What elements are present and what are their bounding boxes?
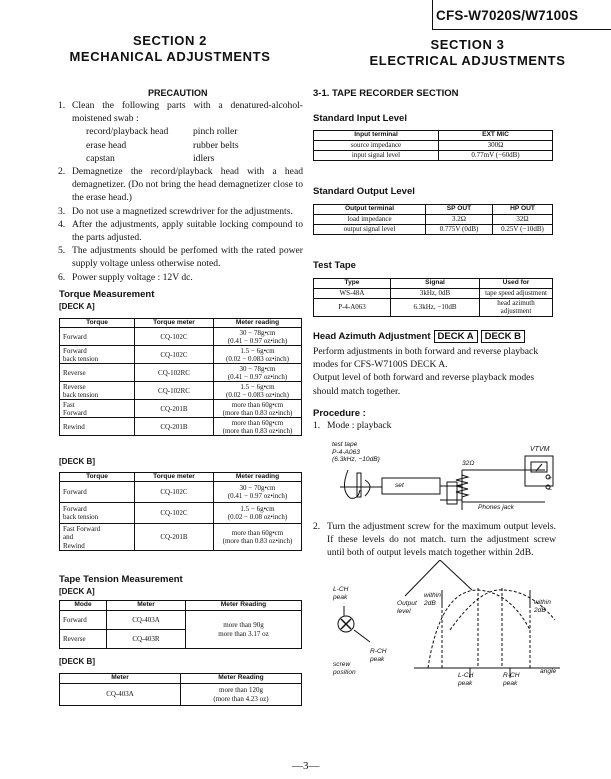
rch-peak-label: R-CH peak	[370, 648, 387, 663]
deck-a-badge: DECK A	[434, 330, 478, 343]
precaution-list	[58, 99, 303, 284]
list-item	[58, 205, 303, 218]
table-row	[314, 299, 553, 317]
std-input-table	[313, 130, 553, 161]
subsection-3-1: 3-1. TAPE RECORDER SECTION	[313, 88, 459, 99]
screw-position-label: screw position	[333, 661, 356, 676]
cell: Forward back tension	[60, 346, 135, 364]
col-header: Input terminal	[314, 131, 439, 141]
table-row	[314, 225, 553, 235]
cell: 6.3kHz, −10dB	[391, 299, 480, 317]
list-item	[58, 165, 303, 205]
col-header: Output terminal	[314, 205, 426, 215]
cell: 0.775V (0dB)	[426, 225, 493, 235]
cell: source impedance	[314, 141, 439, 151]
part: capstan	[86, 152, 115, 164]
phones-jack-label: Phones jack	[478, 504, 514, 511]
std-output-table	[313, 204, 553, 235]
procedure-title: Procedure :	[313, 408, 366, 419]
item-number: 4.	[58, 218, 66, 230]
cell: 32Ω	[493, 215, 553, 225]
col-header: Meter reading	[214, 473, 302, 482]
cell: CQ-102C	[135, 503, 214, 524]
reading: (more than 0.83 oz•inch)	[222, 408, 293, 417]
azimuth-graph	[330, 560, 570, 690]
cell: CQ-102RC	[135, 382, 214, 400]
cell: CQ-102C	[135, 482, 214, 503]
item-number: 3.	[58, 205, 66, 217]
torque-table-deck-b	[59, 472, 302, 551]
reading: 30 − 70g•cm	[239, 484, 276, 492]
section-label: SECTION 2	[132, 33, 208, 48]
reading: (more than 0.83 oz•inch)	[222, 426, 293, 435]
output-level-label: Output level	[397, 600, 417, 615]
lch-peak-axis-label: L-CH peak	[458, 672, 474, 687]
cell: Forward back tension	[60, 503, 135, 524]
deck-a-label: [DECK A]	[59, 587, 95, 596]
part: record/playback head	[86, 126, 169, 138]
item-number: 1.	[58, 100, 66, 111]
std-input-title: Standard Input Level	[313, 113, 407, 124]
reading: more than 90g	[223, 621, 264, 630]
item-text: Do not use a magnetized screwdriver for the adjustments.	[72, 205, 293, 217]
cell	[214, 382, 302, 400]
vtvm-label: VTVM	[530, 446, 550, 453]
col-header: SP OUT	[426, 205, 493, 215]
table-row	[60, 684, 302, 706]
table-row	[314, 141, 553, 151]
table-row	[60, 328, 302, 346]
step-text: Mode : playback	[327, 420, 392, 431]
cell: 0.25V (−10dB)	[493, 225, 553, 235]
within-2db-label: within 2dB	[424, 592, 441, 607]
reading: (more than 0.83 oz•inch)	[222, 537, 293, 546]
cell: P-4-A063	[314, 299, 391, 317]
torque-table-deck-a	[59, 318, 302, 436]
table-row	[60, 524, 302, 551]
rch-peak-axis-label: R-CH peak	[503, 672, 520, 687]
cell: CQ-403A	[107, 611, 186, 630]
reading: 1.5 − 6g•cm	[240, 346, 275, 355]
col-header: Used for	[480, 279, 553, 289]
step-2	[313, 520, 556, 560]
part: rubber belts	[193, 139, 239, 151]
reading: 30 − 78g•cm	[239, 364, 276, 373]
label-line: P-4-A063	[332, 448, 360, 456]
list-item	[58, 218, 303, 244]
reading: more than 60g•cm	[231, 400, 284, 409]
cell	[214, 364, 302, 382]
cell: 3kHz, 0dB	[391, 289, 480, 299]
tension-table-deck-b	[59, 673, 302, 706]
tension-table-deck-a	[59, 600, 302, 649]
label-line: test tape	[332, 441, 358, 448]
col-header: EXT MIC	[439, 131, 553, 141]
step-text: Turn the adjustment screw for the maximum output levels. If these levels do not match. turn the adjustment screw until both of output levels match together within 2dB.	[327, 521, 556, 559]
cell	[214, 346, 302, 364]
table-row	[314, 215, 553, 225]
deck-a-label: [DECK A]	[59, 302, 95, 311]
reading: (more than 4.23 oz)	[213, 694, 269, 703]
reading: (0.02 − 0.08 oz•inch)	[227, 513, 288, 522]
parts-row	[86, 139, 303, 152]
item-text: After the adjustments, apply suitable locking compound to the parts adjusted.	[72, 218, 303, 244]
parts-list	[58, 125, 303, 165]
cell: input signal level	[314, 151, 439, 161]
reading: (0.41 − 0.97 oz•inch)	[227, 492, 288, 501]
table-row	[60, 418, 302, 436]
azimuth-title: Head Azimuth Adjustment	[313, 331, 431, 342]
lch-peak-label: L-CH peak	[333, 586, 349, 601]
cell: 3.2Ω	[426, 215, 493, 225]
connection-diagram	[330, 440, 560, 515]
cell: load impedance	[314, 215, 426, 225]
cell: 300Ω	[439, 141, 553, 151]
reading: more than 60g•cm	[231, 529, 284, 537]
list-item	[58, 99, 303, 125]
reading: (0.02 − 0.083 oz•inch)	[226, 354, 289, 363]
set-label: set	[395, 482, 404, 489]
reading: 1.5 − 6g•cm	[240, 505, 275, 513]
phones-jack-icon	[447, 482, 457, 504]
item-text: Power supply voltage : 12V dc.	[72, 271, 193, 283]
cell: Rewind	[60, 418, 135, 436]
pointer-line	[440, 560, 472, 590]
cell: CQ-102C	[135, 328, 214, 346]
col-header: Type	[314, 279, 391, 289]
test-tape-table	[313, 278, 553, 317]
cell: CQ-201B	[135, 418, 214, 436]
cell: CQ-403R	[107, 630, 186, 649]
item-text: Clean the following parts with a denatured-alcohol-moistened swab :	[72, 100, 303, 125]
lch-curve	[428, 590, 530, 668]
deck-b-badge: DECK B	[481, 330, 525, 343]
section-title: MECHANICAL ADJUSTMENTS	[69, 49, 271, 64]
step-number: 2.	[313, 521, 321, 532]
plus-terminal: +	[548, 475, 552, 482]
table-row	[314, 289, 553, 299]
table-row	[60, 382, 302, 400]
cell	[214, 418, 302, 436]
deck-b-label: [DECK B]	[59, 457, 95, 466]
deck-b-label: [DECK B]	[59, 657, 95, 666]
cell	[214, 328, 302, 346]
section-2-heading	[60, 33, 280, 65]
col-header: Meter	[60, 674, 181, 684]
cell: CQ-102RC	[135, 364, 214, 382]
parts-row	[86, 125, 303, 138]
step-number: 1.	[313, 420, 321, 431]
col-header: Signal	[391, 279, 480, 289]
cell	[214, 482, 302, 503]
item-number: 6.	[58, 271, 66, 283]
cell	[214, 400, 302, 418]
cell: Reverse	[60, 630, 107, 649]
angle-label: angle	[540, 668, 557, 675]
reading: (0.02 − 0.083 oz•inch)	[226, 390, 289, 399]
item-text: The adjustments should be perfomed with the rated power supply voltage unless otherwise noted.	[72, 245, 303, 270]
cell: Forward	[60, 328, 135, 346]
cell	[186, 611, 302, 649]
azimuth-para: Perform adjustments in both forward and reverse playback modes for CFS-W7100S DECK A.	[313, 346, 539, 371]
item-text: Demagnetize the record/playback head with a head demagnetizer. (Do not bring the head demagnetizer close to the erase head.)	[72, 166, 303, 204]
screw-icon	[338, 616, 354, 632]
col-header: Meter	[107, 601, 186, 611]
page-number: —3—	[292, 760, 320, 772]
table-row	[60, 364, 302, 382]
list-item	[58, 244, 303, 270]
azimuth-para2: Output level of both forward and reverse playback modes should match together.	[313, 372, 535, 397]
table-row	[60, 346, 302, 364]
part: idlers	[193, 152, 215, 164]
table-row	[60, 400, 302, 418]
cell: Fast Forward and Rewind	[60, 524, 135, 551]
cell: Forward	[60, 611, 107, 630]
pointer-line	[405, 560, 440, 596]
header-rule-vertical	[432, 0, 433, 30]
col-header: Torque	[60, 473, 135, 482]
within-2db-label-right: within 2dB	[534, 599, 551, 614]
cell: WS-48A	[314, 289, 391, 299]
resistor-label: 32Ω	[462, 460, 475, 467]
section-label: SECTION 3	[430, 37, 505, 52]
precaution-title: PRECAUTION	[148, 88, 208, 98]
minus-terminal: −	[548, 487, 552, 494]
header-rule-horizontal	[432, 29, 611, 30]
reading: more than 60g•cm	[231, 418, 284, 427]
col-header: Meter Reading	[181, 674, 302, 684]
cell: 0.77mV (−60dB)	[439, 151, 553, 161]
step-1	[313, 419, 391, 432]
section-title: ELECTRICAL ADJUSTMENTS	[369, 53, 566, 68]
vtvm-icon	[525, 456, 553, 486]
list-item	[58, 271, 303, 284]
reading: more than 3.17 oz	[218, 629, 269, 638]
set-box	[382, 478, 440, 494]
model-number: CFS-W7020S/W7100S	[436, 8, 579, 23]
cell: output signal level	[314, 225, 426, 235]
col-header: Torque	[60, 319, 135, 328]
col-header: HP OUT	[493, 205, 553, 215]
section-3-heading	[360, 37, 575, 69]
col-header: Torque meter	[135, 319, 214, 328]
col-header: Meter Reading	[186, 601, 302, 611]
label-line: (6.3kHz, −10dB)	[332, 456, 380, 463]
cell: CQ-403A	[60, 684, 181, 706]
torque-title: Torque Measurement	[59, 289, 155, 300]
parts-row	[86, 152, 303, 165]
item-number: 5.	[58, 245, 66, 257]
reading: 1.5 − 6g•cm	[240, 382, 275, 391]
list-item	[313, 520, 556, 560]
tension-title: Tape Tension Measurement	[59, 574, 183, 585]
col-header: Torque meter	[135, 473, 214, 482]
cell: CQ-201B	[135, 524, 214, 551]
item-number: 2.	[58, 166, 66, 178]
cell: CQ-102C	[135, 346, 214, 364]
part: erase head	[86, 139, 127, 151]
table-row	[60, 482, 302, 503]
std-output-title: Standard Output Level	[313, 186, 415, 197]
col-header: Mode	[60, 601, 107, 611]
col-header: Meter reading	[214, 319, 302, 328]
cell: tape speed adjustment	[480, 289, 553, 299]
cell: CQ-201B	[135, 400, 214, 418]
test-tape-title: Test Tape	[313, 260, 356, 271]
cell	[214, 503, 302, 524]
table-row	[60, 611, 302, 630]
cell: Reverse back tension	[60, 382, 135, 400]
cell	[181, 684, 302, 706]
tape-reel-icon	[344, 470, 370, 498]
cell	[214, 524, 302, 551]
cell: Forward	[60, 482, 135, 503]
reading: 30 − 78g•cm	[239, 328, 276, 337]
table-row	[314, 151, 553, 161]
azimuth-body	[313, 345, 556, 398]
reading: (0.41 − 0.97 oz•inch)	[227, 372, 288, 381]
cell: Reverse	[60, 364, 135, 382]
cell: head azimuth adjustment	[480, 299, 553, 317]
reading: more than 120g	[219, 686, 263, 695]
cell: Fast Forward	[60, 400, 135, 418]
table-row	[60, 503, 302, 524]
reading: (0.41 − 0.97 oz•inch)	[227, 336, 288, 345]
part: pinch roller	[193, 126, 238, 138]
azimuth-heading	[313, 330, 525, 343]
